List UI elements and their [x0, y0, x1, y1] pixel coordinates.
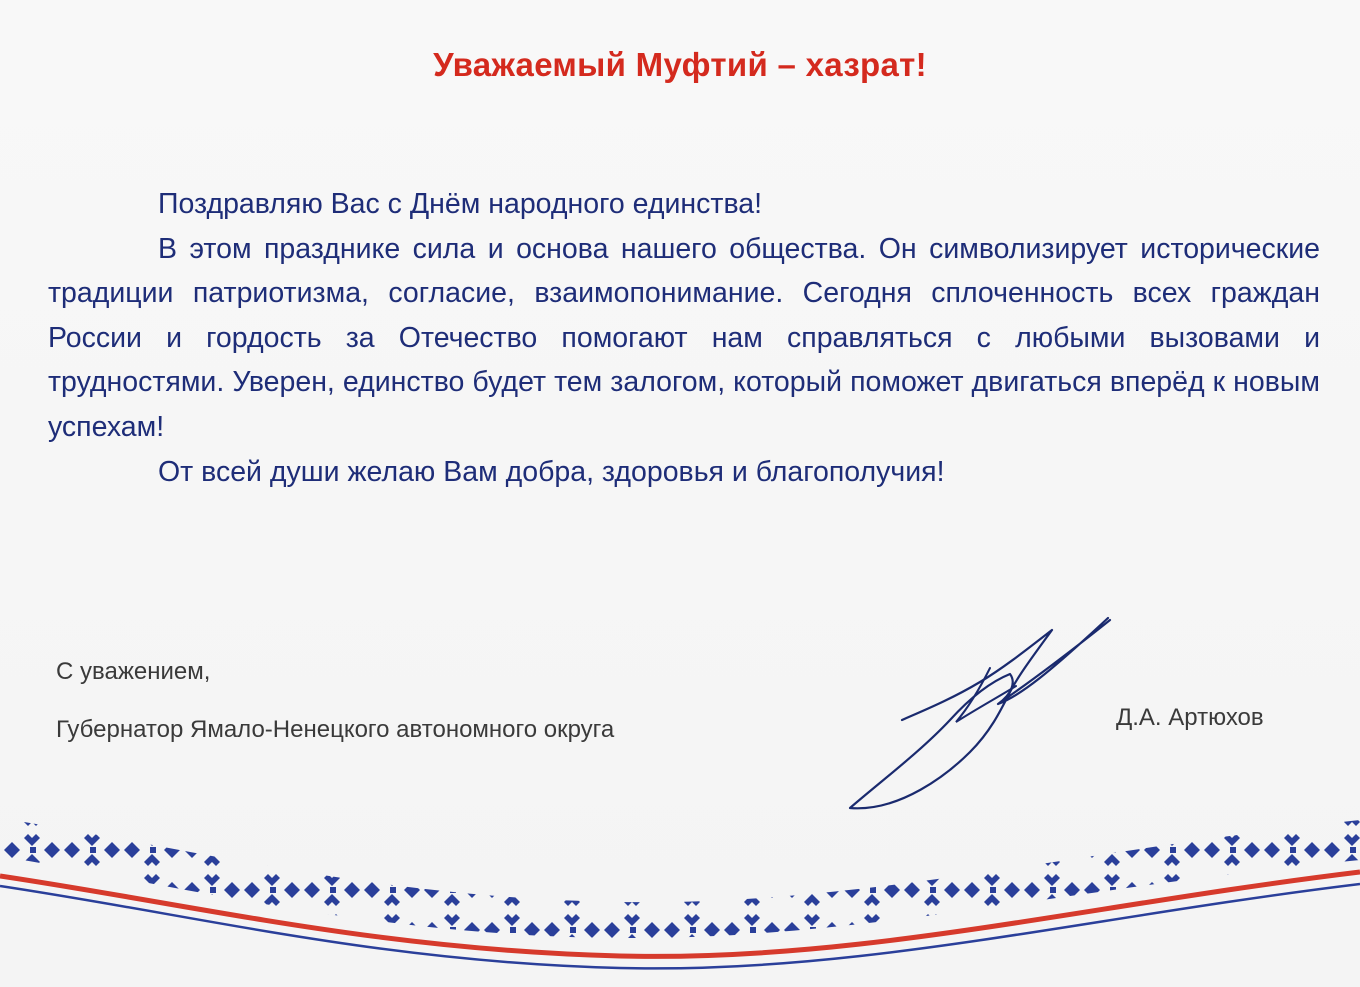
- letter-paragraph-2: В этом празднике сила и основа нашего общества. Он символизирует исторические традиции патриотизма, согласие, взаимопонимание. Сегодня сплоченность всех граждан России и гордость за Отечество помогают нам справляться с любыми вызовами и трудностями. Уверен, единство будет тем залогом, который поможет двигаться вперёд к новым успехам!: [48, 232, 1320, 443]
- letter-body: [48, 182, 1320, 494]
- signer-position: Губернатор Ямало-Ненецкого автономного округа: [56, 716, 615, 743]
- signer-name: Д.А. Артюхов: [1116, 704, 1264, 731]
- handwritten-signature: [840, 612, 1130, 818]
- letter-paragraph-1: Поздравляю Вас с Днём народного единства!: [158, 188, 763, 220]
- closing-phrase: С уважением,: [56, 658, 211, 685]
- letter-closing-block: [56, 643, 614, 759]
- letter-paragraph-3: От всей души желаю Вам добра, здоровья и благополучия!: [158, 455, 945, 488]
- letter-salutation: Уважаемый Муфтий – хазрат!: [433, 46, 927, 83]
- ornament-border-pattern: [0, 790, 1360, 987]
